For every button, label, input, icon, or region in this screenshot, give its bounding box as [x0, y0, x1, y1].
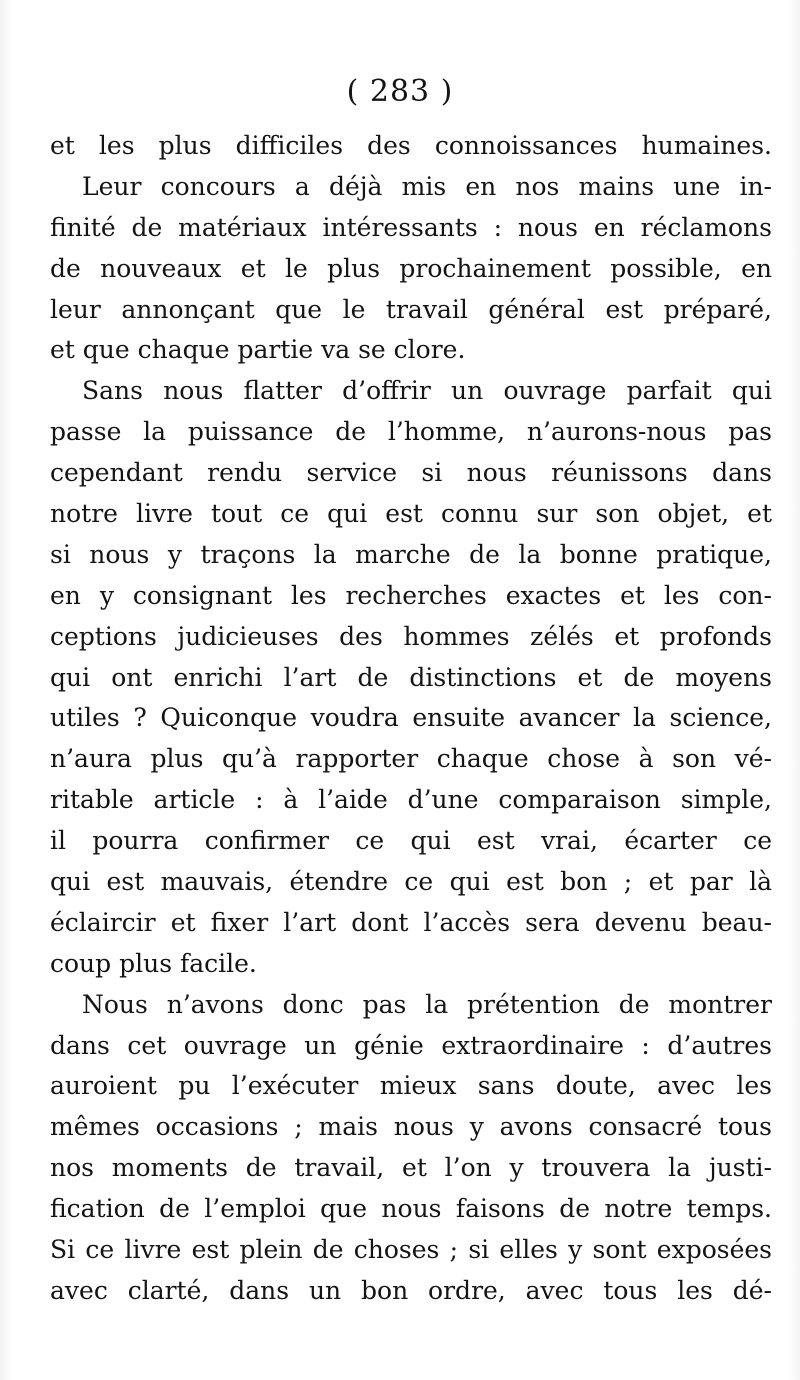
text-line: éclaircir et fixer l’art dont l’accès sera devenu beau- [50, 907, 772, 937]
text-line: Sans nous flatter d’offrir un ouvrage parfait qui [82, 376, 772, 406]
page-number: ( 283 ) [346, 74, 454, 109]
text-line: mêmes occasions ; mais nous y avons consacré tous [50, 1112, 772, 1142]
text-line: auroient pu l’exécuter mieux sans doute, avec les [50, 1071, 772, 1101]
text-line: avec clarté, dans un bon ordre, avec tous les dé- [50, 1275, 772, 1305]
text-line: et les plus difficiles des connoissances humaines. [50, 131, 772, 160]
text-line: utiles ? Quiconque voudra ensuite avancer la science, [50, 703, 772, 733]
text-line: finité de matériaux intéressants : nous en réclamons [50, 212, 772, 242]
text-line: et que chaque partie va se clore. [50, 335, 466, 365]
text-line: passe la puissance de l’homme, n’aurons-nous pas [50, 417, 772, 447]
text-line: si nous y traçons la marche de la bonne pratique, [50, 539, 772, 569]
text-line: nos moments de travail, et l’on y trouvera la justi- [50, 1153, 772, 1183]
text-line: de nouveaux et le plus prochainement possible, en [50, 253, 772, 283]
text-line: coup plus facile. [50, 948, 257, 978]
text-line: leur annonçant que le travail général est préparé, [50, 294, 772, 324]
text-line: n’aura plus qu’à rapporter chaque chose à son vé- [50, 744, 772, 774]
text-line: ritable article : à l’aide d’une comparaison simple, [50, 785, 772, 815]
text-line: notre livre tout ce qui est connu sur son objet, et [50, 499, 772, 529]
body-text [50, 126, 772, 1312]
text-line: Leur concours a déjà mis en nos mains une in- [82, 171, 772, 201]
text-line: cependant rendu service si nous réunissons dans [50, 458, 772, 488]
text-line: ceptions judicieuses des hommes zélés et profonds [50, 621, 772, 651]
text-line: Nous n’avons donc pas la prétention de montrer [82, 989, 772, 1019]
text-line: il pourra confirmer ce qui est vrai, écarter ce [50, 826, 772, 856]
text-line: en y consignant les recherches exactes et les con- [50, 580, 772, 610]
text-line: Si ce livre est plein de choses ; si elles y sont exposées [50, 1235, 772, 1265]
text-line: qui ont enrichi l’art de distinctions et de moyens [50, 662, 772, 692]
text-line: qui est mauvais, étendre ce qui est bon ; et par là [50, 867, 772, 897]
text-line: fication de l’emploi que nous faisons de notre temps. [50, 1194, 772, 1224]
text-line: dans cet ouvrage un génie extraordinaire : d’autres [50, 1030, 772, 1060]
